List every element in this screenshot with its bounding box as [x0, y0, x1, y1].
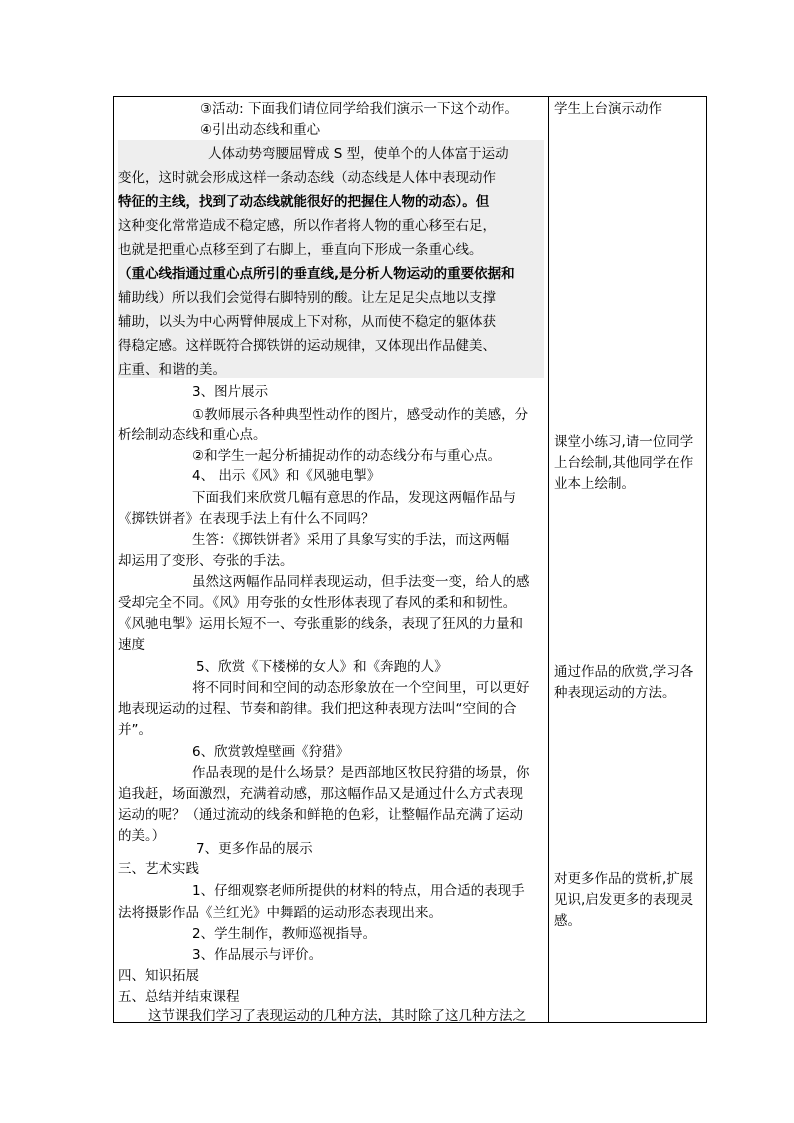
text-line: 庄重、和谐的美。	[118, 362, 226, 378]
text-line: ②和学生一起分析捕捉动作的动态线分布与重心点。	[192, 448, 502, 464]
text-line: 2、学生制作，教师巡视指导。	[192, 926, 377, 942]
text-line: 变化，这时就会形成这样一条动态线（动态线是人体中表现动作	[118, 170, 496, 186]
text-line: 速度	[118, 637, 145, 653]
text-line: ④引出动态线和重心	[200, 122, 321, 138]
text-line: 5、欣赏《下楼梯的女人》和《奔跑的人》	[196, 659, 448, 675]
text-line: 作品表现的是什么场景？是西部地区牧民狩猎的场景，你	[192, 765, 530, 781]
text-line: 也就是把重心点移至到了右脚上，垂直向下形成一条重心线。	[118, 242, 483, 258]
note: 通过作品的欣赏,学习各种表现运动的方法。	[554, 664, 694, 701]
text-line: 追我赶，场面激烈，充满着动感，那这幅作品又是通过什么方式表现	[118, 786, 523, 802]
text-line: 1、仔细观察老师所提供的材料的特点，用合适的表现手	[192, 883, 525, 899]
text-line: 人体动势弯腰屈臂成 S 型，使单个的人体富于运动	[208, 146, 509, 162]
text-line: 《风驰电掣》运用长短不一、夸张重影的线条，表现了狂风的力量和	[118, 616, 523, 632]
text-line: （重心线指通过重心点所引的垂直线,是分析人物运动的重要依据和	[118, 266, 515, 282]
text-line: 这种变化常常造成不稳定感，所以作者将人物的重心移至右足，	[118, 218, 496, 234]
text-line: 受却完全不同。《风》用夸张的女性形体表现了春风的柔和和韧性。	[118, 595, 517, 611]
text-line: 3、图片展示	[192, 384, 269, 400]
text-line: 将不同时间和空间的动态形象放在一个空间里，可以更好	[192, 680, 530, 696]
text-line: 三、艺术实践	[118, 861, 199, 877]
text-line: 的美。）	[118, 828, 166, 844]
text-line: 4、 出示《风》和《风驰电掣》	[192, 468, 381, 484]
text-line: 这节课我们学习了表现运动的几种方法，其时除了这几种方法之	[148, 1008, 526, 1024]
text-line: 《掷铁饼者》在表现手法上有什么不同吗？	[118, 511, 375, 527]
note: 课堂小练习,请一位同学上台绘制,其他同学在作业本上绘制。	[554, 434, 694, 492]
text-line: 析绘制动态线和重心点。	[118, 427, 267, 443]
text-line: ③活动: 下面我们请位同学给我们演示一下这个动作。	[200, 101, 518, 117]
text-line: 法将摄影作品《兰红光》中舞蹈的运动形态表现出来。	[118, 905, 442, 921]
note: 学生上台演示动作	[554, 101, 662, 117]
note: 对更多作品的赏析,扩展见识,启发更多的表现灵感。	[554, 871, 694, 929]
text-line: 生答：《掷铁饼者》采用了具象写实的手法，而这两幅	[192, 532, 510, 548]
text-line: 却运用了变形、夸张的手法。	[118, 553, 294, 569]
text-line: 运动的呢？（通过流动的线条和鲜艳的色彩，让整幅作品充满了运动	[118, 807, 523, 823]
text-line: 五、总结并结束课程	[118, 989, 240, 1005]
text-line: 辅助线）所以我们会觉得右脚特别的酸。让左足足尖点地以支撑	[118, 290, 496, 306]
text-line: 7、更多作品的展示	[196, 841, 313, 857]
text-line: 辅助，以头为中心两臂伸展成上下对称，从而使不稳定的躯体获	[118, 314, 496, 330]
text-line: ①教师展示各种典型性动作的图片，感受动作的美感，分	[192, 407, 529, 423]
text-line: 四、知识拓展	[118, 968, 199, 984]
column-divider	[548, 97, 549, 1022]
text-line: 下面我们来欣赏几幅有意思的作品，发现这两幅作品与	[192, 490, 516, 506]
text-line: 特征的主线，找到了动态线就能很好的把握住人物的动态）。但	[118, 194, 490, 210]
text-line: 并”。	[118, 722, 152, 738]
text-line: 3、作品展示与评价。	[192, 947, 323, 963]
text-line: 得稳定感。这样既符合掷铁饼的运动规律，又体现出作品健美、	[118, 338, 496, 354]
text-line: 地表现运动的过程、节奏和韵律。我们把这种表现方法叫“空间的合	[118, 701, 517, 717]
lesson-table	[113, 96, 707, 1023]
text-line: 6、欣赏敦煌壁画《狩猎》	[192, 744, 350, 760]
text-line: 虽然这两幅作品同样表现运动，但手法变一变，给人的感	[192, 574, 530, 590]
